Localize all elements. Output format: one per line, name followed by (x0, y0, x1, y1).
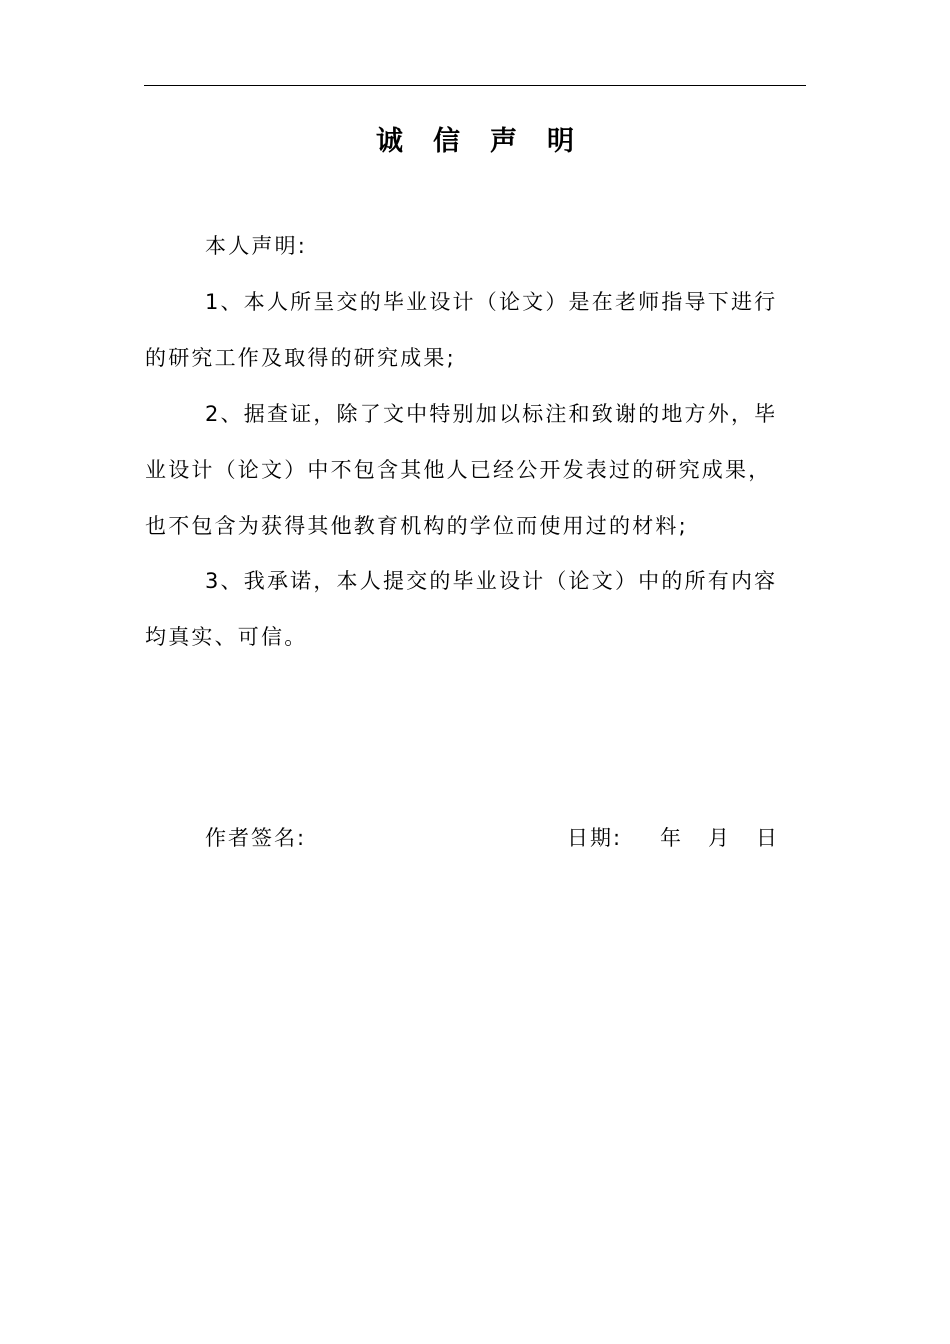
statement-item-3 (145, 553, 807, 665)
header-rule (144, 85, 806, 86)
statement-line: 也不包含为获得其他教育机构的学位而使用过的材料; (145, 514, 688, 538)
statement-item-2 (145, 386, 807, 554)
page-title: 诚信声明 (376, 126, 604, 157)
statement-line: 均真实、可信。 (145, 625, 308, 649)
statement-line: 1、本人所呈交的毕业设计（论文）是在老师指导下进行 (205, 290, 778, 314)
statement-item-1 (145, 274, 807, 386)
date-month-label: 月 (708, 826, 731, 850)
author-signature-label: 作者签名: (205, 826, 307, 850)
statement-line: 3、我承诺，本人提交的毕业设计（论文）中的所有内容 (205, 569, 778, 593)
statement-line: 业设计（论文）中不包含其他人已经公开发表过的研究成果， (145, 458, 772, 482)
date-day-label: 日 (756, 826, 779, 850)
intro-paragraph (145, 218, 807, 274)
intro-text: 本人声明: (205, 234, 308, 258)
date-year-label: 年 (660, 826, 683, 850)
statement-line: 2、据查证，除了文中特别加以标注和致谢的地方外，毕 (205, 402, 778, 426)
statement-line: 的研究工作及取得的研究成果; (145, 346, 456, 370)
date-label: 日期: (567, 826, 623, 850)
